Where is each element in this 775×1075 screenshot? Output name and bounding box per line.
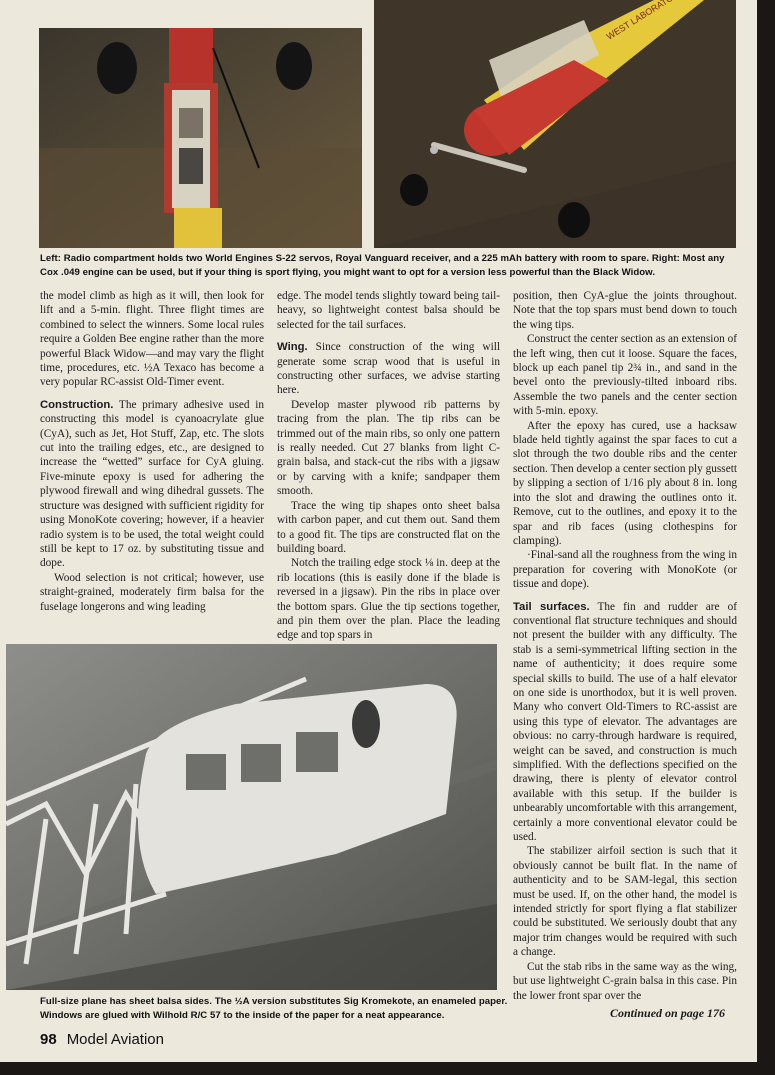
col3-paragraph: After the epoxy has cured, use a hacksaw blade held tightly against the spar faces to cut a slot through the two double ribs and the center section. Then develop a center section ply gussett by slipping a section of 1/16 ply about 8 in. long into the slot and drawing the outlines onto it. Remove, cut to the outlines, and epoxy it to the spar and rib faces (using clothespins for clamping). [513, 419, 737, 547]
fuselage-frame-illustration [6, 644, 497, 990]
wing-body: Since construction of the wing will generate some scrap wood that is useful in constructing other surfaces, we advise starting here. [277, 341, 501, 397]
tail-surfaces-heading: Tail surfaces. [513, 600, 590, 613]
page-number: 98 [40, 1031, 57, 1048]
construction-heading: Construction. [40, 398, 114, 411]
col3-paragraph: ·Final-sand all the roughness from the wing in preparation for covering with MonoKote (or tissue and dope). [513, 549, 737, 591]
col3-paragraph: Construct the center section as an extension of the left wing, then cut it loose. Square the faces, block up each panel tip 2¾ in., and sand in the bevel onto the previously-tilted inboard ribs. Assemble the two panels and the center section with 5-min. epoxy. [513, 333, 737, 418]
construction-paragraph [40, 398, 264, 571]
photo-fuselage-frame [6, 644, 497, 990]
col3-paragraph: Cut the stab ribs in the same way as the wing, but use lightweight C-grain balsa in this case. Pin the lower front spar over the [513, 960, 737, 1002]
tail-surfaces-body: The fin and rudder are of conventional flat structure techniques and should not present the builder with any difficulty. The stab is a semi-symmetrical lifting section in the name of authenticity; it does require some special skills to build. The use of a half elevator on one side is unorthodox, but it is well proven. Many who convert Old-Timers to RC-assist are using this type of elevator. The advantages are obvious: no carry-through hardware is required, weight can be saved, and construction is much simplified. With the deflections specified on the drawing, there is plenty of elevator control available with this setup. If the builder is unbearably uncomfortable with this arrangement, certainly a more conventional elevator could be used. [513, 600, 737, 844]
page-footer [40, 1031, 164, 1048]
col3-paragraph: position, then CyA-glue the joints throughout. Note that the top spars must bend down to touch the wing tips. [513, 290, 737, 331]
col2-paragraph: Trace the wing tip shapes onto sheet balsa with carbon paper, and cut them out. Sand them to a good fit. The tips are constructed flat on the building board. [277, 499, 500, 555]
construction-body: The primary adhesive used in constructing this model is cyanoacrylate glue (CyA), such as Jet, Hot Stuff, Zap, etc. The slots cut into the trailing edges, etc., are designed to increase the “wetted” surface for CyA gluing. Five-minute epoxy is used for adhering the plywood firewall and wing dihedral gussets. The structure was designed with sufficient rigidity for using MonoKote covering; however, if a heavier radio system is to be used, the total weight could still be kept to 17 oz. by substituting tissue and dope. [40, 398, 264, 570]
text-column-1 [40, 289, 264, 614]
top-photo-caption: Left: Radio compartment holds two World Engines S-22 servos, Royal Vanguard receiver, and a 225 mAh battery with room to spare. Right: Most any Cox .049 engine can be used, but if your thing is sport flying, you might want to opt for a version less powerful than the Black Widow. [40, 253, 725, 278]
tail-surfaces-paragraph [513, 600, 737, 845]
text-column-3 [513, 289, 737, 1003]
text-column-2 [277, 289, 500, 643]
wing-paragraph [277, 340, 500, 398]
photo-finished-plane [374, 0, 736, 248]
continued-note: Continued on page 176 [610, 1006, 726, 1020]
radio-compartment-illustration [39, 28, 362, 248]
photo-radio-compartment [39, 28, 362, 248]
bottom-photo-caption: Full-size plane has sheet balsa sides. The ½A version substitutes Sig Kromekote, an enameled paper. Windows are glued with Wilhold R/C 57 to the inside of the paper for a neat appearance. [40, 996, 508, 1021]
finished-plane-illustration [374, 0, 736, 248]
col2-paragraph: edge. The model tends slightly toward being tail-heavy, so lightweight contest balsa should be selected for the tail surfaces. [277, 290, 500, 331]
magazine-title: Model Aviation [66, 1031, 164, 1048]
col3-paragraph: The stabilizer airfoil section is such that it obviously cannot be built flat. In the name of authenticity and to be SAM-legal, this section must be used. If, on the other hand, the model is intended strictly for sport flying a flat stabilizer could be substituted. We seriously doubt that any major trim changes would be required with such a change. [513, 845, 737, 959]
col1-paragraph: Wood selection is not critical; however, use straight-grained, moderately firm balsa for the fuselage longerons and wing leading [40, 571, 264, 613]
col2-paragraph: Notch the trailing edge stock ⅛ in. deep at the rib locations (this is easily done if the blade is reversed in a jigsaw). Pin the ribs in place over the bottom spars. Glue the tip sections together, and pin them over the plan. Place the leading edge and top spars in [277, 557, 500, 642]
col2-paragraph: Develop master plywood rib patterns by tracing from the plan. The tip ribs can be trimmed out of the main ribs, so only one pattern is really needed. Cut 27 blanks from light C-grain balsa, and stack-cut the ribs with a jigsaw or by carving with a knife; sandpaper them smooth. [277, 398, 500, 498]
col1-paragraph: the model climb as high as it will, then look for lift and a 5-min. flight. Three flight times are combined to select the winners. Some local rules require a Golden Bee engine rather than the more powerful Black Widow—and may vary the flight time, procedures, etc. ½A Texaco has become a very popular RC-assist Old-Timer event. [40, 290, 264, 389]
wing-heading: Wing. [277, 341, 308, 354]
